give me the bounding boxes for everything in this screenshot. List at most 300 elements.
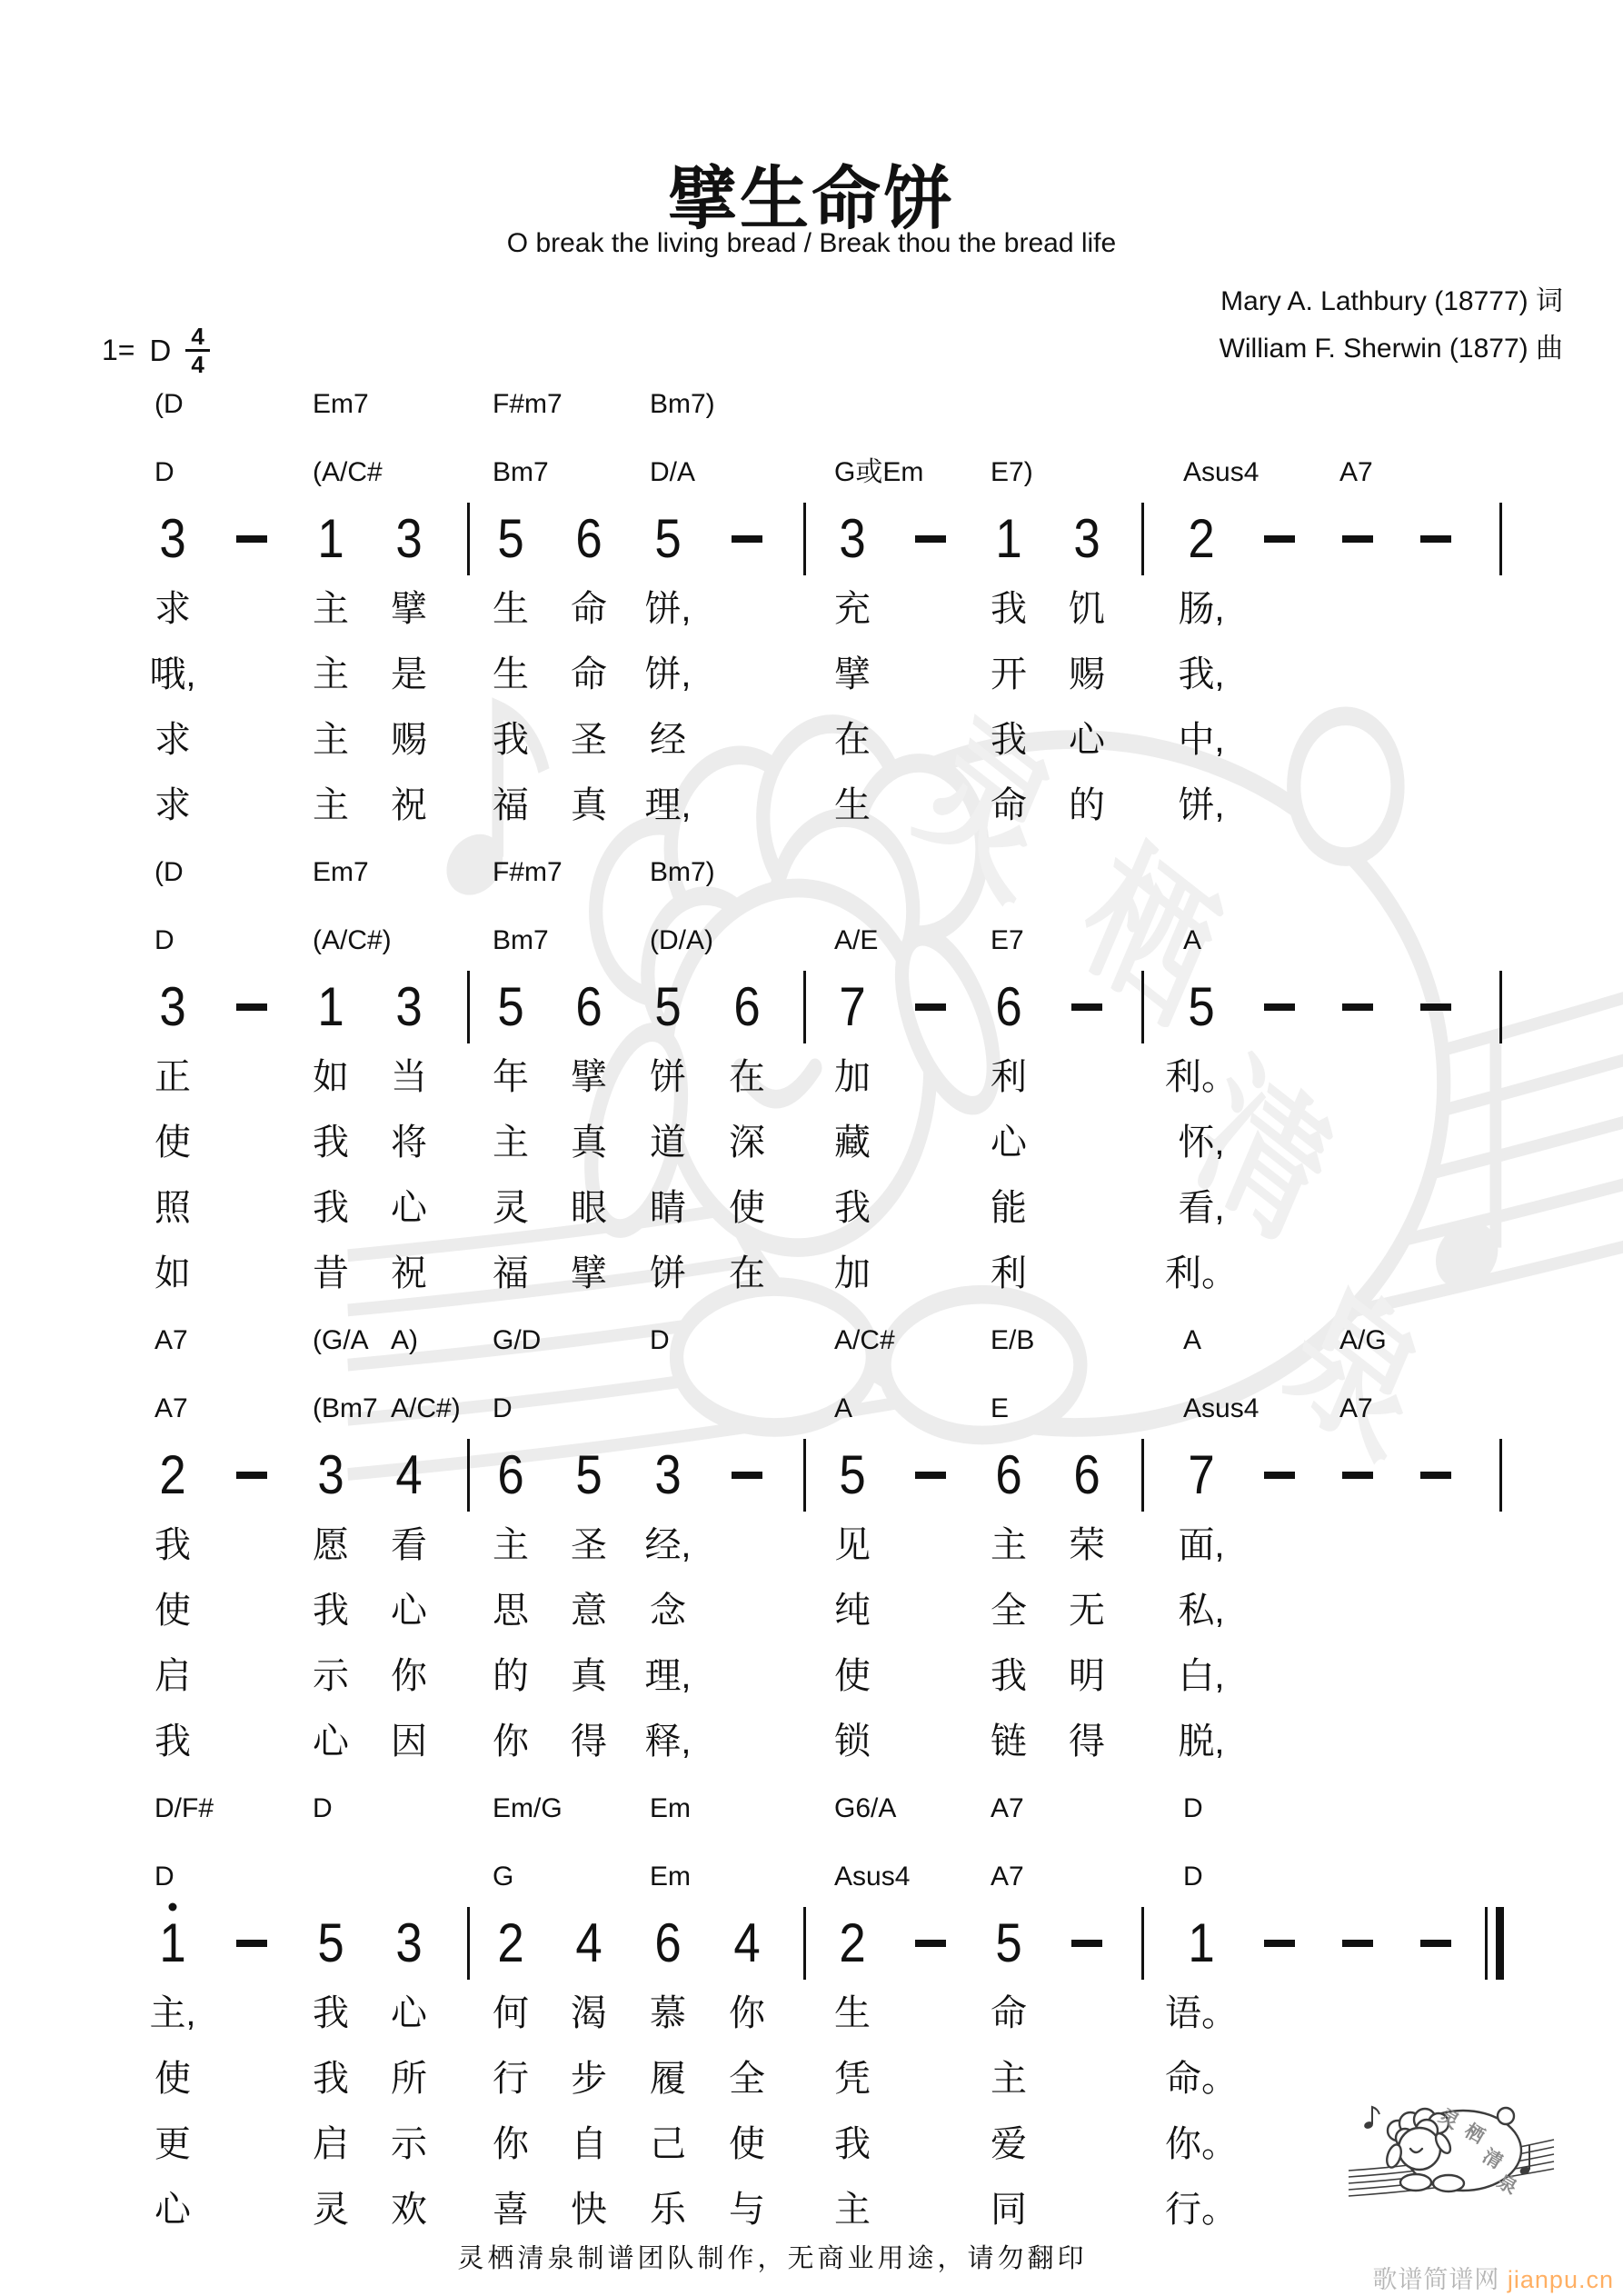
lyric-syllable: 主 (991, 2059, 1027, 2099)
lyric-syllable: 意 (571, 1591, 607, 1631)
chord-label: A7 (1339, 1393, 1373, 1423)
lyric-syllable: 心 (154, 2190, 191, 2230)
lyric-syllable: 真 (571, 1123, 607, 1163)
lyric-syllable: 中, (1178, 720, 1225, 760)
lyric-syllable: 祝 (391, 785, 427, 825)
note-digit: 4 (575, 1912, 602, 1973)
lyric-syllable: 的 (493, 1656, 529, 1696)
lyric-syllable: 求 (154, 720, 191, 760)
chord-label-upper: (D (154, 389, 184, 419)
lyricist-credit: Mary A. Lathbury (18777) 词 (1220, 286, 1563, 316)
end-barline (1499, 1439, 1502, 1512)
lyric-syllable: 见 (834, 1525, 871, 1565)
lyric-syllable: 我 (834, 2124, 871, 2164)
time-denominator: 4 (191, 351, 204, 379)
lyric-syllable: 使 (154, 2059, 191, 2099)
lyric-syllable: 喜 (493, 2190, 529, 2230)
lyric-syllable: 命 (991, 1993, 1027, 2033)
chord-label: D/A (650, 457, 696, 487)
lyric-syllable: 生 (834, 1993, 871, 2033)
site-watermark (1372, 2260, 1614, 2295)
lyric-syllable: 睛 (650, 1188, 686, 1228)
lyric-syllable: 我 (991, 720, 1027, 760)
note-dash (1420, 1003, 1451, 1011)
lyric-syllable: 启 (154, 1656, 191, 1696)
chord-label: D (154, 925, 174, 955)
key-prefix: 1= (102, 334, 135, 367)
lyric-syllable: 求 (154, 785, 191, 825)
lyric-syllable: 同 (991, 2190, 1027, 2230)
note-digit: 6 (575, 508, 602, 569)
barline (803, 503, 806, 575)
note-digit: 6 (995, 976, 1022, 1037)
note-digit: 1 (317, 976, 344, 1037)
note-dash (1342, 1472, 1373, 1479)
lyric-syllable: 主 (493, 1123, 529, 1163)
barline (467, 1439, 470, 1512)
note-digit: 1 (1188, 1912, 1215, 1973)
chord-label: D (154, 1862, 174, 1892)
note-digit: 5 (654, 508, 682, 569)
lyric-syllable: 利 (991, 1057, 1027, 1097)
lyric-syllable: 思 (493, 1591, 529, 1631)
chord-label: (A/C# (313, 457, 383, 487)
lyric-syllable: 使 (729, 2124, 765, 2164)
note-digit: 5 (1188, 976, 1215, 1037)
chord-label: A7 (154, 1393, 188, 1423)
lyric-syllable: 经 (650, 720, 686, 760)
lyric-syllable: 福 (493, 1253, 529, 1293)
lyric-syllable: 我 (493, 720, 529, 760)
lyric-syllable: 心 (391, 1993, 427, 2033)
chord-label: (D/A) (650, 925, 713, 955)
note-digit: 5 (497, 976, 524, 1037)
lyric-syllable: 得 (571, 1722, 607, 1762)
note-digit: 1 (159, 1912, 186, 1973)
chord-label-upper: A) (391, 1325, 418, 1355)
note-digit: 7 (839, 976, 866, 1037)
note-dash (1264, 1472, 1295, 1479)
lyric-syllable: 因 (391, 1722, 427, 1762)
chord-label-upper: A (1183, 1325, 1202, 1355)
lyric-syllable: 理, (644, 1656, 692, 1696)
lyric-syllable: 命 (571, 589, 607, 629)
lyric-syllable: 使 (154, 1591, 191, 1631)
barline (467, 1907, 470, 1980)
chord-label: Asus4 (834, 1862, 911, 1892)
note-digit: 3 (317, 1444, 344, 1505)
chord-label-upper: Em7 (313, 389, 369, 419)
lyric-syllable: 深 (729, 1123, 765, 1163)
lyric-syllable: 如 (313, 1057, 349, 1097)
note-digit: 6 (654, 1912, 682, 1973)
lyric-syllable: 加 (834, 1057, 871, 1097)
lyric-syllable: 我 (313, 2059, 349, 2099)
barline (803, 1439, 806, 1512)
octave-dot (169, 1903, 177, 1912)
lyric-syllable: 真 (571, 1656, 607, 1696)
lyric-syllable: 饥 (1069, 589, 1105, 629)
chord-label-upper: A/G (1339, 1325, 1387, 1355)
lyric-syllable: 得 (1069, 1722, 1105, 1762)
lyric-syllable: 所 (391, 2059, 427, 2099)
note-digit: 3 (159, 508, 186, 569)
lyric-syllable: 擘 (571, 1057, 607, 1097)
chord-label: A7 (1339, 457, 1373, 487)
lyric-syllable: 理, (644, 785, 692, 825)
barline (1141, 1439, 1144, 1512)
chord-label-upper: Em (650, 1793, 691, 1823)
chord-label: G (493, 1862, 514, 1892)
lyric-syllable: 全 (991, 1591, 1027, 1631)
note-digit: 3 (839, 508, 866, 569)
chord-label: Asus4 (1183, 1393, 1260, 1423)
note-digit: 3 (395, 1912, 423, 1973)
time-numerator: 4 (185, 324, 209, 352)
lyric-syllable: 你。 (1165, 2124, 1238, 2164)
lyric-syllable: 求 (154, 589, 191, 629)
lyric-syllable: 擘 (571, 1253, 607, 1293)
lyric-syllable: 赐 (1069, 654, 1105, 694)
lyric-syllable: 充 (834, 589, 871, 629)
lyric-syllable: 语。 (1165, 1993, 1238, 2033)
lyric-syllable: 生 (834, 785, 871, 825)
lyric-syllable: 祝 (391, 1253, 427, 1293)
chord-label: A/C#) (391, 1393, 461, 1423)
lyric-syllable: 荣 (1069, 1525, 1105, 1565)
note-digit: 1 (317, 508, 344, 569)
lyric-syllable: 经, (644, 1525, 692, 1565)
chord-label: D (154, 457, 174, 487)
chord-label-upper: Em7 (313, 857, 369, 887)
note-dash (1071, 1003, 1102, 1011)
lyric-syllable: 看, (1178, 1188, 1225, 1228)
note-digit: 5 (317, 1912, 344, 1973)
chord-label: A (1183, 925, 1202, 955)
lyric-syllable: 生 (493, 654, 529, 694)
chord-label: A (834, 1393, 853, 1423)
chord-label: Em (650, 1862, 691, 1892)
lyric-syllable: 是 (391, 654, 427, 694)
lyric-syllable: 擘 (391, 589, 427, 629)
lyric-syllable: 主 (313, 785, 349, 825)
note-dash (1342, 1940, 1373, 1947)
chord-label-upper: E/B (991, 1325, 1035, 1355)
lyric-syllable: 无 (1069, 1591, 1105, 1631)
lyric-syllable: 释, (644, 1722, 692, 1762)
lyric-syllable: 愿 (313, 1525, 349, 1565)
chord-label: Bm7 (493, 457, 549, 487)
lyric-syllable: 己 (650, 2124, 686, 2164)
note-dash (915, 1472, 946, 1479)
lyric-syllable: 我 (834, 1188, 871, 1228)
lyric-syllable: 自 (571, 2124, 607, 2164)
note-digit: 6 (733, 976, 761, 1037)
note-digit: 6 (995, 1444, 1022, 1505)
lyric-syllable: 加 (834, 1253, 871, 1293)
page-title: 擘生命饼 (668, 161, 955, 238)
note-dash (915, 1003, 946, 1011)
note-dash (1420, 1940, 1451, 1947)
lyric-syllable: 行 (493, 2059, 529, 2099)
note-digit: 7 (1188, 1444, 1215, 1505)
note-digit: 1 (995, 508, 1022, 569)
lyric-syllable: 看 (391, 1525, 427, 1565)
lyric-syllable: 生 (493, 589, 529, 629)
note-dash (236, 1940, 267, 1947)
lyric-syllable: 示 (391, 2124, 427, 2164)
lyric-syllable: 白, (1178, 1656, 1225, 1696)
lyric-syllable: 主 (313, 654, 349, 694)
lyric-syllable: 欢 (391, 2190, 427, 2230)
lyric-syllable: 正 (154, 1057, 191, 1097)
barline (803, 1907, 806, 1980)
lyric-syllable: 利。 (1165, 1057, 1238, 1097)
lyric-syllable: 心 (391, 1591, 427, 1631)
note-dash (1342, 535, 1373, 543)
lyric-syllable: 利。 (1165, 1253, 1238, 1293)
note-dash (1264, 535, 1295, 543)
lyric-syllable: 你 (493, 2124, 529, 2164)
chord-label-upper: (D (154, 857, 184, 887)
lyric-syllable: 饼, (644, 589, 692, 629)
note-digit: 2 (159, 1444, 186, 1505)
chord-label: Bm7 (493, 925, 549, 955)
lyric-syllable: 何 (493, 1993, 529, 2033)
note-digit: 3 (1073, 508, 1100, 569)
chord-label: E7) (991, 457, 1033, 487)
chord-label-upper: (G/A (313, 1325, 369, 1355)
lyric-syllable: 赐 (391, 720, 427, 760)
lyric-syllable: 我 (313, 1188, 349, 1228)
lyric-syllable: 主 (313, 589, 349, 629)
chord-label: (Bm7 (313, 1393, 378, 1423)
note-dash (1420, 1472, 1451, 1479)
barline (467, 971, 470, 1043)
chord-label: A7 (991, 1862, 1024, 1892)
note-digit: 6 (497, 1444, 524, 1505)
lyric-syllable: 我 (154, 1722, 191, 1762)
lyric-syllable: 我 (154, 1525, 191, 1565)
lyric-syllable: 开 (991, 654, 1027, 694)
lyric-syllable: 在 (729, 1057, 765, 1097)
lyric-syllable: 心 (991, 1123, 1027, 1163)
lyric-syllable: 渴 (571, 1993, 607, 2033)
barline (1141, 1907, 1144, 1980)
lyric-syllable: 怀, (1178, 1123, 1225, 1163)
lyric-syllable: 你 (729, 1993, 765, 2033)
lyric-syllable: 我 (313, 1591, 349, 1631)
lyric-syllable: 在 (729, 1253, 765, 1293)
lyric-syllable: 你 (391, 1656, 427, 1696)
lyric-syllable: 我, (1178, 654, 1225, 694)
lyric-syllable: 主 (493, 1525, 529, 1565)
lyric-syllable: 灵 (493, 1188, 529, 1228)
chord-label-upper: A/C# (834, 1325, 895, 1355)
lyric-syllable: 饼 (650, 1253, 686, 1293)
chord-label-upper: Em/G (493, 1793, 563, 1823)
lyric-syllable: 圣 (571, 1525, 607, 1565)
lyric-syllable: 我 (991, 589, 1027, 629)
lyric-syllable: 命 (991, 785, 1027, 825)
chord-label: E (991, 1393, 1010, 1423)
chord-label: G或Em (834, 457, 924, 487)
note-digit: 4 (395, 1444, 423, 1505)
subtitle: O break the living bread / Break thou the bread life (506, 228, 1117, 258)
lyric-syllable: 主 (313, 720, 349, 760)
lyric-syllable: 履 (650, 2059, 686, 2099)
lyric-syllable: 在 (834, 720, 871, 760)
final-barline-thick (1496, 1907, 1504, 1980)
lyric-syllable: 如 (154, 1253, 191, 1293)
barline (803, 971, 806, 1043)
chord-label-upper: A7 (154, 1325, 188, 1355)
lyric-syllable: 昔 (313, 1253, 349, 1293)
lyric-syllable: 哦, (149, 654, 196, 694)
chord-label-upper: Bm7) (650, 857, 715, 887)
end-barline (1499, 503, 1502, 575)
note-digit: 5 (497, 508, 524, 569)
lyric-syllable: 主 (991, 1525, 1027, 1565)
note-dash (1264, 1940, 1295, 1947)
lyric-syllable: 念 (650, 1591, 686, 1631)
lyric-syllable: 行。 (1165, 2190, 1238, 2230)
lyric-syllable: 启 (313, 2124, 349, 2164)
lyric-syllable: 我 (991, 1656, 1027, 1696)
lyric-syllable: 私, (1178, 1591, 1225, 1631)
note-digit: 6 (1073, 1444, 1100, 1505)
lyric-syllable: 肠, (1178, 589, 1225, 629)
chord-label-upper: D (313, 1793, 333, 1823)
chord-label-upper: G6/A (834, 1793, 897, 1823)
note-dash (732, 1472, 762, 1479)
lyric-syllable: 锁 (834, 1722, 871, 1762)
footer-note: 灵栖清泉制谱团队制作，无商业用途，请勿翻印 (457, 2242, 1088, 2273)
lyric-syllable: 年 (493, 1057, 529, 1097)
note-dash (1420, 535, 1451, 543)
lyric-syllable: 眼 (571, 1188, 607, 1228)
chord-label: (A/C#) (313, 925, 392, 955)
note-digit: 5 (575, 1444, 602, 1505)
lyric-syllable: 与 (729, 2190, 765, 2230)
lyric-syllable: 道 (650, 1123, 686, 1163)
lyric-syllable: 你 (493, 1722, 529, 1762)
barline (467, 503, 470, 575)
chord-label-upper: Bm7) (650, 389, 715, 419)
lyric-syllable: 当 (391, 1057, 427, 1097)
lyric-syllable: 我 (313, 1123, 349, 1163)
note-digit: 3 (395, 508, 423, 569)
lyric-syllable: 利 (991, 1253, 1027, 1293)
final-barline-thin (1485, 1907, 1488, 1980)
barline (1141, 971, 1144, 1043)
lyric-syllable: 步 (571, 2059, 607, 2099)
note-dash (732, 535, 762, 543)
site-name: 歌谱简谱网 (1372, 2266, 1500, 2293)
lyric-syllable: 的 (1069, 785, 1105, 825)
lyric-syllable: 链 (991, 1722, 1027, 1762)
lyric-syllable: 福 (493, 785, 529, 825)
lyric-syllable: 面, (1178, 1525, 1225, 1565)
composer-credit: William F. Sherwin (1877) 曲 (1219, 334, 1563, 364)
lyric-syllable: 凭 (834, 2059, 871, 2099)
note-dash (915, 1940, 946, 1947)
lyric-syllable: 使 (729, 1188, 765, 1228)
lyric-syllable: 纯 (834, 1591, 871, 1631)
lyric-syllable: 心 (313, 1722, 349, 1762)
note-digit: 5 (654, 976, 682, 1037)
chord-label-upper: G/D (493, 1325, 542, 1355)
end-barline (1499, 971, 1502, 1043)
lyric-syllable: 全 (729, 2059, 765, 2099)
note-dash (1071, 1940, 1102, 1947)
lyric-syllable: 圣 (571, 720, 607, 760)
note-dash (1342, 1003, 1373, 1011)
sheep-logo (1347, 2087, 1556, 2223)
lyric-syllable: 主 (834, 2190, 871, 2230)
chord-label: Asus4 (1183, 457, 1260, 487)
lyric-syllable: 示 (313, 1656, 349, 1696)
note-dash (236, 1472, 267, 1479)
barline (1141, 503, 1144, 575)
note-digit: 6 (575, 976, 602, 1037)
note-digit: 2 (839, 1912, 866, 1973)
note-digit: 2 (497, 1912, 524, 1973)
chord-label-upper: D (1183, 1793, 1203, 1823)
note-digit: 3 (395, 976, 423, 1037)
note-dash (1264, 1003, 1295, 1011)
lyric-syllable: 脱, (1178, 1722, 1225, 1762)
chord-label-upper: D/F# (154, 1793, 214, 1823)
lyric-syllable: 我 (313, 1993, 349, 2033)
lyric-syllable: 藏 (834, 1123, 871, 1163)
lyric-syllable: 饼, (1178, 785, 1225, 825)
key-letter: D (149, 333, 172, 367)
note-digit: 3 (159, 976, 186, 1037)
lyric-syllable: 使 (154, 1123, 191, 1163)
note-dash (236, 1003, 267, 1011)
lyric-syllable: 能 (991, 1188, 1027, 1228)
note-digit: 5 (839, 1444, 866, 1505)
lyric-syllable: 将 (391, 1123, 427, 1163)
site-domain: jianpu.cn (1507, 2266, 1614, 2293)
chord-label: E7 (991, 925, 1024, 955)
lyric-syllable: 饼, (644, 654, 692, 694)
lyric-syllable: 快 (571, 2190, 607, 2230)
lyric-syllable: 灵 (313, 2190, 349, 2230)
lyric-syllable: 主, (149, 1993, 196, 2033)
lyric-syllable: 命。 (1165, 2059, 1238, 2099)
chord-label-upper: A7 (991, 1793, 1024, 1823)
lyric-syllable: 命 (571, 654, 607, 694)
chord-label: D (493, 1393, 513, 1423)
lyric-syllable: 擘 (834, 654, 871, 694)
chord-label-upper: D (650, 1325, 670, 1355)
lyric-syllable: 心 (391, 1188, 427, 1228)
lyric-syllable: 心 (1069, 720, 1105, 760)
chord-label-upper: F#m7 (493, 857, 563, 887)
chord-label-upper: F#m7 (493, 389, 563, 419)
note-digit: 3 (654, 1444, 682, 1505)
note-digit: 2 (1188, 508, 1215, 569)
lyric-syllable: 真 (571, 785, 607, 825)
chord-label: A/E (834, 925, 879, 955)
lyric-syllable: 慕 (650, 1993, 686, 2033)
lyric-syllable: 乐 (650, 2190, 686, 2230)
note-digit: 5 (995, 1912, 1022, 1973)
note-dash (915, 535, 946, 543)
lyric-syllable: 明 (1069, 1656, 1105, 1696)
